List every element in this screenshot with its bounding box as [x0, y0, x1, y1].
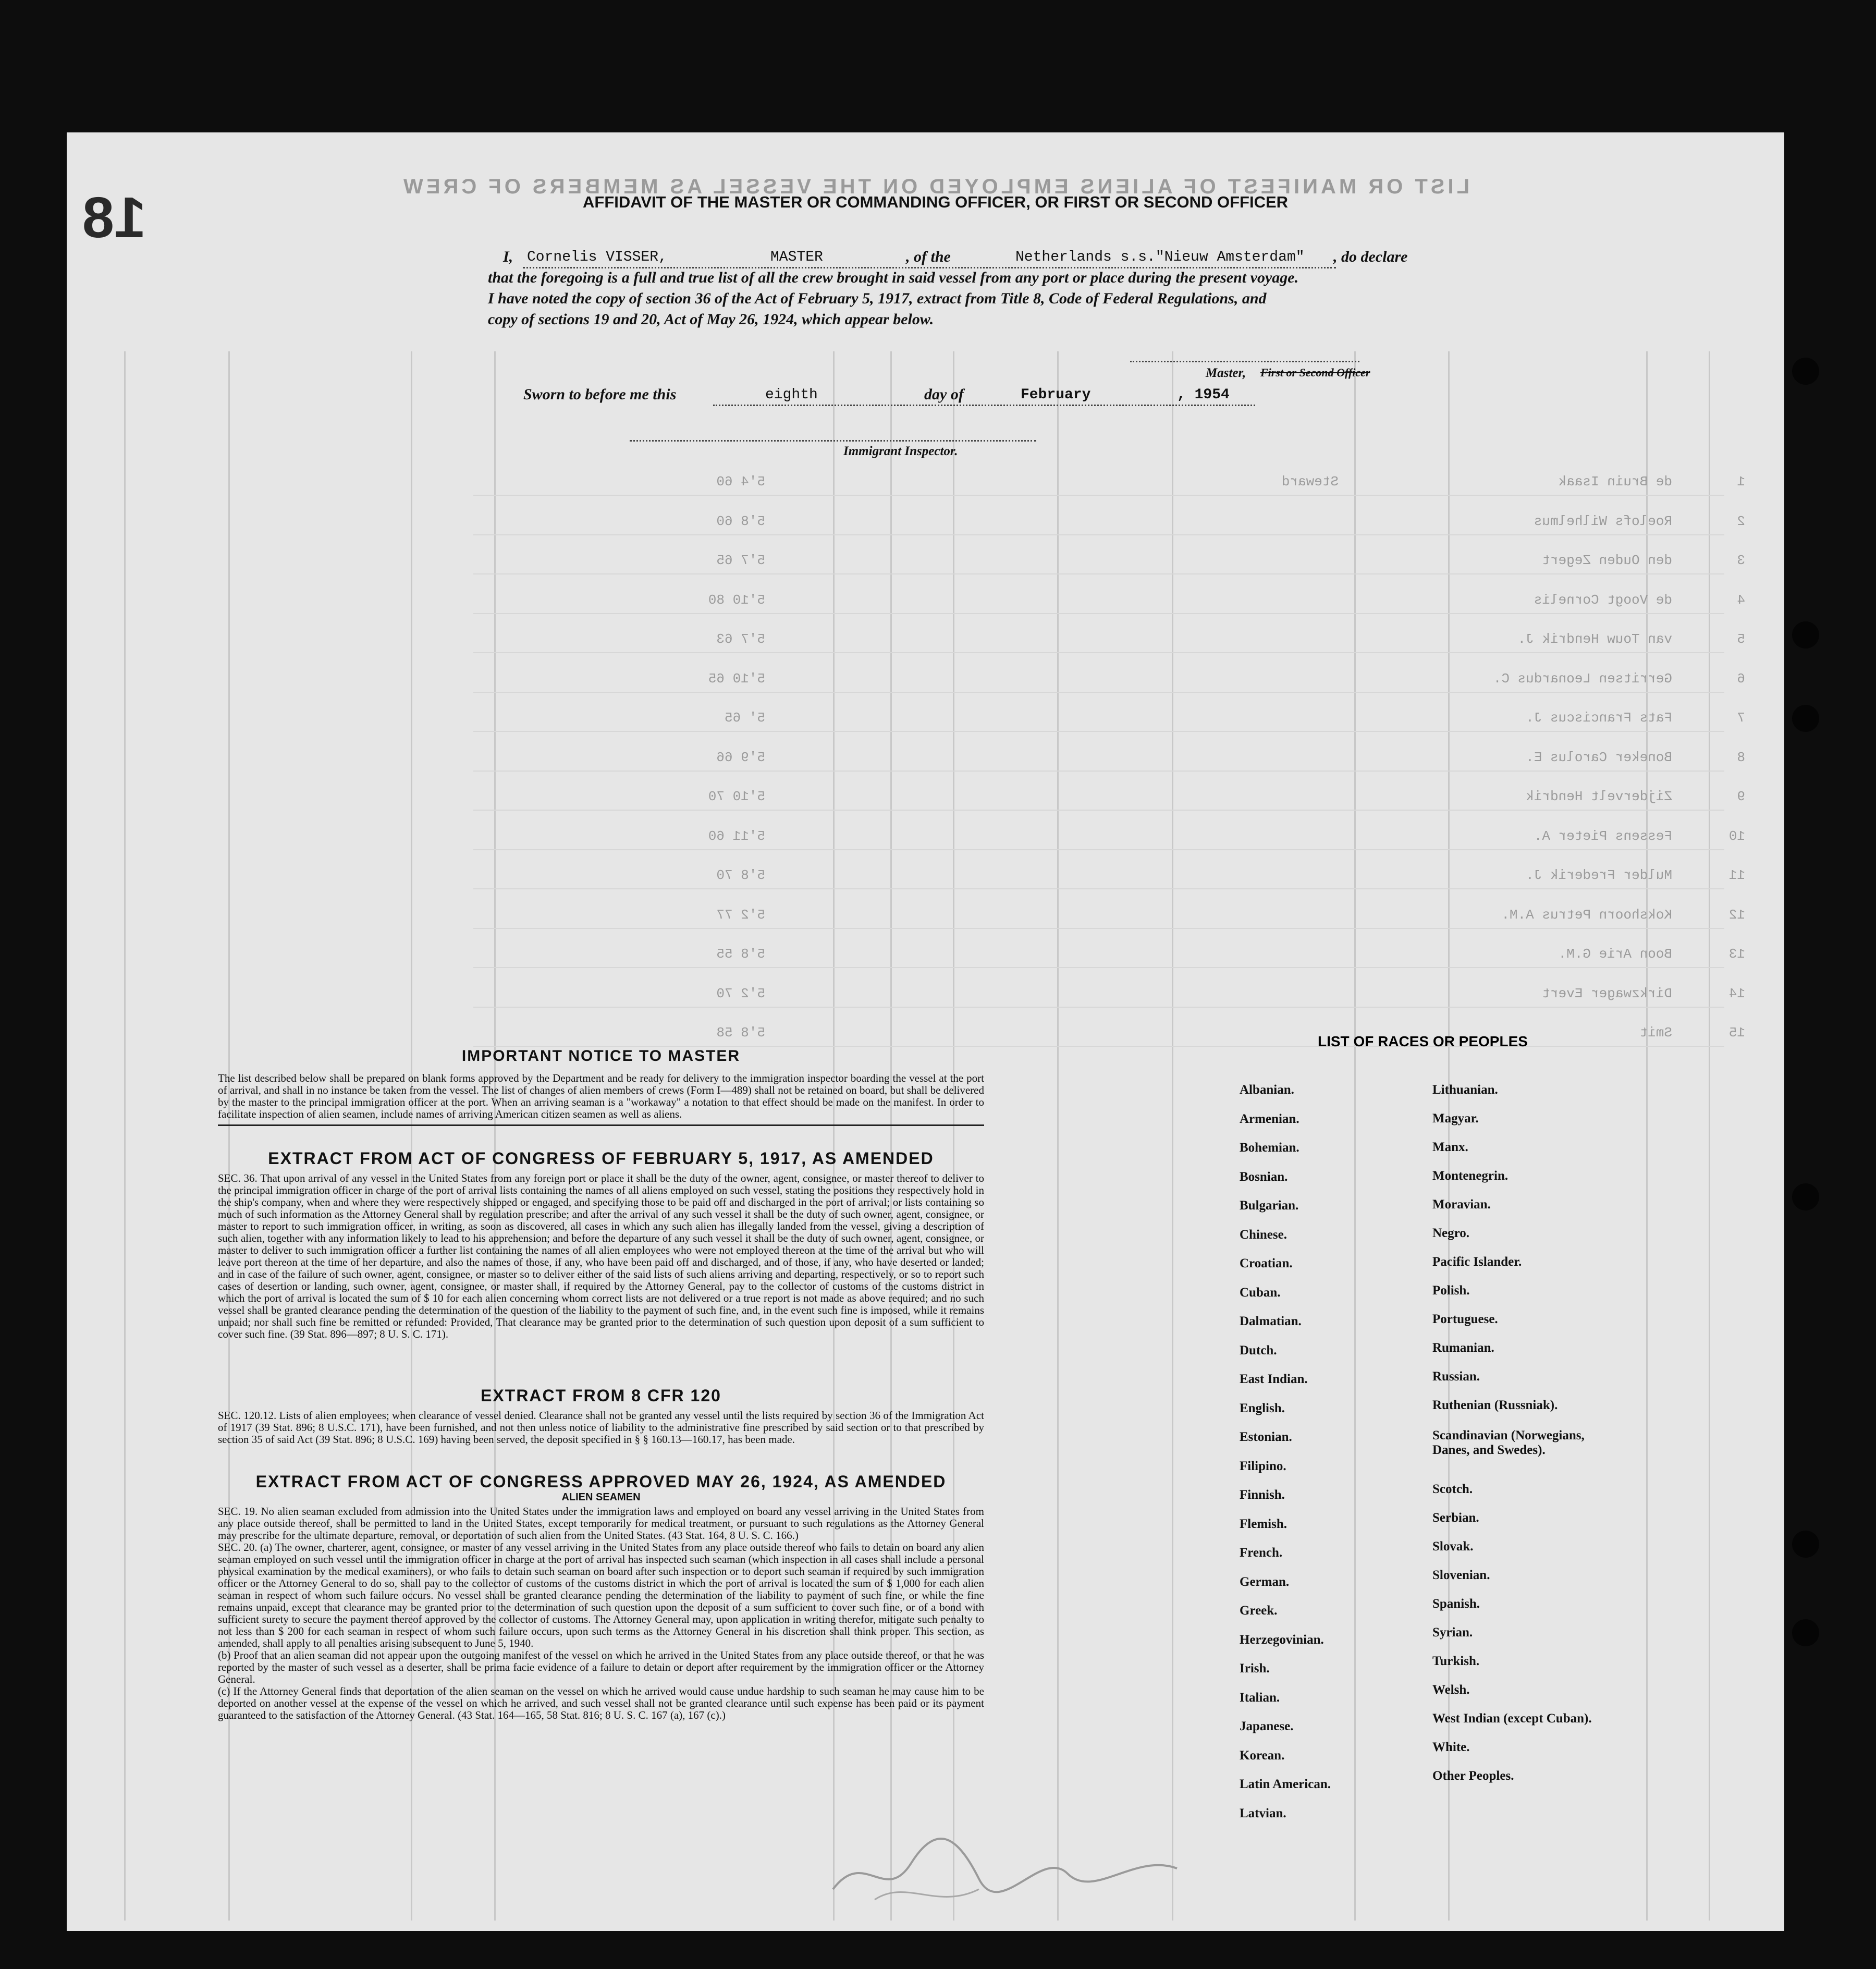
crew-row-height: 5'2 77 [716, 907, 765, 923]
crew-row-rule [473, 1007, 1724, 1008]
inspector-signature-line [630, 440, 1036, 442]
crew-row-rule [473, 771, 1724, 772]
crew-row-number: 9 [1737, 789, 1745, 804]
master-caption: Master, [1206, 366, 1246, 380]
crew-row-rule [473, 888, 1724, 889]
crew-row-rule [473, 967, 1724, 968]
race-item: Slovak. [1432, 1539, 1474, 1554]
crew-row-height: 5'2 70 [716, 985, 765, 1001]
crew-row-number: 11 [1728, 867, 1745, 883]
crew-row-name: Fats Franciscus J. [1526, 710, 1672, 726]
race-item: Scotch. [1432, 1482, 1473, 1496]
column-rule [1354, 351, 1356, 1921]
signature-mark [823, 1816, 1187, 1921]
crew-row-rule [473, 692, 1724, 693]
races-title: LIST OF RACES OR PEOPLES [1318, 1033, 1528, 1049]
crew-row-height: 5'10 65 [708, 670, 765, 687]
affidavit-line-3: I have noted the copy of section 36 of the Act of February 5, 1917, extract from Title 8, Code of Federal Regulations, and [488, 290, 1267, 307]
crew-row-height: 5'8 55 [716, 946, 765, 962]
column-rule [124, 351, 126, 1921]
important-notice [218, 1047, 984, 1126]
notice-body: The list described below shall be prepared on blank forms approved by the Department and be ready for delivery to the immigration inspector boarding the vessel at the port of arrival, and shall in no instance be taken from the vessel. The list of changes of alien members of crews (Form I—489) shall not be retained on board, but shall be delivered by the master to the principal immigration officer at the port. When an arriving seaman is a "workaway" a notation to that effect should be made on the manifest. In order to facilitate inspection of alien seamen, include names of arriving American citizen seamen as well as aliens. [218, 1072, 984, 1120]
race-item: Danes, and Swedes). [1432, 1443, 1546, 1457]
race-item: Latvian. [1240, 1806, 1286, 1820]
sec20b-body: (b) Proof that an alien seaman did not appear upon the outgoing manifest of the vessel on which he arrived in the United States from any place outside thereof, or that he was reported by the master of such vessel as a deserter, shall be prima facie evidence of a failure to detain or deport after requirement by the immigration officer or the Attorney General. [218, 1649, 984, 1685]
race-item: Spanish. [1432, 1597, 1480, 1611]
column-rule [1709, 351, 1710, 1921]
vessel-name: Netherlands s.s."Nieuw Amsterdam" [1015, 249, 1305, 265]
race-item: Bohemian. [1240, 1141, 1299, 1155]
race-item: Herzegovinian. [1240, 1632, 1324, 1647]
extract-cfr [218, 1386, 984, 1446]
affidavit-of-the: , of the [906, 248, 951, 265]
divider [218, 1124, 984, 1126]
crew-row-name: den Ouden Zegert [1542, 553, 1672, 568]
extract-1924-subtitle: ALIEN SEAMEN [561, 1491, 641, 1503]
race-item: Greek. [1240, 1604, 1278, 1618]
race-item: Other Peoples. [1432, 1769, 1514, 1783]
officer-struck-caption: First or Second Officer [1260, 366, 1370, 379]
crew-row-number: 2 [1737, 513, 1745, 529]
affidavit-line-4: copy of sections 19 and 20, Act of May 26, 1924, which appear below. [488, 311, 934, 328]
master-signature-line [1130, 361, 1359, 362]
race-item: Negro. [1432, 1226, 1470, 1240]
crew-row-height: 5'4 60 [716, 474, 765, 490]
crew-row-height: 5' 65 [724, 710, 765, 726]
extract-1924 [218, 1472, 984, 1721]
extract-cfr-title: EXTRACT FROM 8 CFR 120 [481, 1386, 721, 1405]
race-item: Cuban. [1240, 1285, 1281, 1300]
crew-row-name: Mulder Frederik J. [1526, 867, 1672, 883]
crew-row-rule [473, 1046, 1724, 1047]
master-rank: MASTER [770, 249, 823, 265]
race-item: English. [1240, 1401, 1285, 1415]
race-item: Ruthenian (Russniak). [1432, 1398, 1558, 1412]
crew-row-name: Gerritsen Leonardus C. [1493, 670, 1672, 687]
affidavit-line-1 [523, 267, 1336, 268]
crew-row-rating: Steward [1281, 474, 1339, 490]
race-item: French. [1240, 1546, 1283, 1560]
race-item: Korean. [1240, 1748, 1285, 1763]
crew-row-name: Boon Arie G.M. [1558, 946, 1672, 962]
binder-hole [1792, 1619, 1819, 1646]
extract-1917 [218, 1149, 984, 1340]
race-item: Estonian. [1240, 1430, 1292, 1444]
crew-row-number: 8 [1737, 749, 1745, 765]
crew-row-rule [473, 495, 1724, 496]
crew-row-number: 5 [1737, 631, 1745, 647]
sworn-line [713, 405, 1255, 406]
crew-row-rule [473, 810, 1724, 811]
crew-row-name: Dirkzwager Evert [1542, 985, 1672, 1001]
race-item: Bulgarian. [1240, 1198, 1299, 1213]
race-item: Irish. [1240, 1661, 1270, 1676]
race-item: Dutch. [1240, 1343, 1277, 1357]
race-item: Magyar. [1432, 1111, 1479, 1126]
crew-row-number: 14 [1728, 985, 1745, 1001]
crew-row-height: 5'8 60 [716, 513, 765, 529]
day-of-label: day of [924, 386, 964, 403]
crew-row-number: 4 [1737, 592, 1745, 608]
manifest-page [67, 132, 1784, 1931]
race-item: Serbian. [1432, 1511, 1479, 1525]
binder-hole [1792, 358, 1819, 385]
crew-row-height: 5'8 58 [716, 1025, 765, 1041]
race-item: Croatian. [1240, 1256, 1293, 1270]
affidavit-declare: , do declare [1333, 248, 1408, 265]
binder-hole [1792, 1531, 1819, 1558]
race-item: Latin American. [1240, 1777, 1331, 1791]
binder-hole [1792, 621, 1819, 649]
sworn-year: , 1954 [1177, 387, 1230, 403]
race-item: Manx. [1432, 1140, 1468, 1154]
race-item: Bosnian. [1240, 1169, 1288, 1184]
crew-row-rule [473, 731, 1724, 732]
race-item: Scandinavian (Norwegians, [1432, 1428, 1585, 1442]
race-item: Moravian. [1432, 1197, 1491, 1212]
race-item: Finnish. [1240, 1488, 1285, 1502]
race-item: West Indian (except Cuban). [1432, 1711, 1592, 1726]
crew-row-height: 5'10 70 [708, 789, 765, 804]
sec20c-body: (c) If the Attorney General finds that deportation of the alien seaman on the vessel on which he arrived would cause undue hardship to such seaman he may cause him to be deported on another vessel at the expense of the vessel on which he arrived, and such vessel shall not be granted clearance until such expense has been paid or its payment guaranteed to the satisfaction of the Attorney General. (43 Stat. 164—165, 58 Stat. 816; 8 U. S. C. 167 (a), 167 (c).) [218, 1685, 984, 1721]
race-item: Chinese. [1240, 1227, 1287, 1242]
race-item: Montenegrin. [1432, 1169, 1509, 1183]
binder-hole [1792, 1183, 1819, 1210]
crew-row-height: 5'8 70 [716, 867, 765, 883]
crew-row-height: 5'7 63 [716, 631, 765, 647]
race-item: Slovenian. [1432, 1568, 1490, 1582]
crew-row-number: 15 [1728, 1025, 1745, 1041]
extract-cfr-body: SEC. 120.12. Lists of alien employees; when clearance of vessel denied. Clearance shall not be granted any vessel until the lists required by section 36 of the Immigration Act of 1917 (39 Stat. 896; 8 U.S.C. 171), have been furnished, and not then unless notice of liability to the administrative fine prescribed by said section or to that prescribed by section 35 of said Act (39 Stat. 896; 8 U.S.C. 169) having been served, the deposit specified in § § 160.13—160.17, has been made. [218, 1409, 984, 1446]
race-item: German. [1240, 1574, 1290, 1589]
extract-1917-title: EXTRACT FROM ACT OF CONGRESS OF FEBRUARY 5, 1917, AS AMENDED [268, 1149, 934, 1168]
affidavit-line-2: that the foregoing is a full and true list of all the crew brought in said vessel from any port or place during the present voyage. [488, 269, 1299, 286]
race-item: Russian. [1432, 1369, 1480, 1384]
crew-row-rule [473, 534, 1724, 535]
crew-row-rule [473, 573, 1724, 574]
race-item: East Indian. [1240, 1372, 1308, 1386]
crew-row-number: 1 [1737, 474, 1745, 490]
race-item: Italian. [1240, 1690, 1280, 1705]
page-number-stamp: 18 [82, 186, 146, 250]
crew-row-height: 5'10 80 [708, 592, 765, 608]
crew-row-number: 3 [1737, 553, 1745, 568]
mirrored-manifest-title: LIST OR MANIFEST OF ALIENS EMPLOYED ON THE VESSEL AS MEMBERS OF CREW [400, 175, 1470, 198]
crew-row-rule [473, 849, 1724, 850]
crew-row-height: 5'11 60 [708, 828, 765, 844]
race-item: Lithuanian. [1432, 1083, 1498, 1097]
race-item: Dalmatian. [1240, 1314, 1302, 1328]
race-item: Polish. [1432, 1283, 1470, 1298]
crew-row-number: 13 [1728, 946, 1745, 962]
column-rule [1057, 351, 1059, 1921]
extract-1924-title: EXTRACT FROM ACT OF CONGRESS APPROVED MAY 26, 1924, AS AMENDED [255, 1472, 947, 1491]
crew-row-number: 12 [1728, 907, 1745, 923]
race-item: Portuguese. [1432, 1312, 1498, 1326]
crew-row-name: Kokshoorn Petrus A.M. [1501, 907, 1672, 923]
race-item: White. [1432, 1740, 1470, 1754]
race-item: Flemish. [1240, 1517, 1287, 1531]
crew-row-name: Boneker Carolus E. [1526, 749, 1672, 765]
race-item: Armenian. [1240, 1111, 1299, 1126]
crew-row-number: 6 [1737, 670, 1745, 687]
race-item: Japanese. [1240, 1719, 1294, 1733]
affidavit-pre: I, [503, 248, 513, 265]
crew-row-rule [473, 613, 1724, 614]
column-rule [1172, 351, 1173, 1921]
sworn-month: February [1021, 387, 1091, 403]
race-item: Welsh. [1432, 1683, 1470, 1697]
crew-row-rule [473, 928, 1724, 929]
crew-row-number: 10 [1728, 828, 1745, 844]
race-item: Turkish. [1432, 1654, 1480, 1668]
binder-hole [1792, 705, 1819, 732]
column-rule [1646, 351, 1648, 1921]
sec19-body: SEC. 19. No alien seaman excluded from admission into the United States under the immigration laws and employed on board any vessel arriving in the United States from any place outside thereof, shall be permitted to land in the United States, except temporarily for medical treatment, or pursuant to such regulations as the Attorney General may prescribe for the ultimate departure, removal, or deportation of such alien from the United States. (43 Stat. 164, 8 U. S. C. 166.) [218, 1505, 984, 1542]
crew-row-name: Smit [1639, 1025, 1672, 1041]
affidavit-title: AFFIDAVIT OF THE MASTER OR COMMANDING OFFICER, OR FIRST OR SECOND OFFICER [583, 193, 1289, 211]
crew-row-height: 5'9 66 [716, 749, 765, 765]
crew-row-name: de Voogt Cornelis [1534, 592, 1672, 608]
race-item: Pacific Islander. [1432, 1255, 1522, 1269]
sworn-label: Sworn to before me this [523, 386, 677, 403]
crew-row-name: van Touw Hendrik J. [1517, 631, 1672, 647]
notice-title: IMPORTANT NOTICE TO MASTER [461, 1047, 741, 1065]
crew-row-name: Zijdervelt Hendrik [1526, 789, 1672, 804]
extract-1917-body: SEC. 36. That upon arrival of any vessel in the United States from any foreign port or place it shall be the duty of the owner, agent, consignee, or master thereof to deliver to the principal immigration officer in charge of the port of arrival lists containing the names of all aliens employed on such vessel, stating the positions they respectively hold in the ship's company, when and where they were respectively shipped or engaged, and specifying those to be paid off and discharged in the port of arrival; or lists containing so much of such information as the Attorney General shall by regulation prescribe; and after the arrival of any such vessel it shall be the duty of such owner, agent, consignee, or master to report to such immigration officer, in writing, as soon as discovered, all cases in which any such alien has illegally landed from the vessel, giving a description of such alien, together with any information likely to lead to his apprehension; and before the departure of any such vessel it shall be the duty of such owner, agent, consignee, or master to deliver to such immigration officer a further list containing the names of all alien employees who were not employed thereon at the time of the arrival but who will leave port thereon at the time of her departure, and also the names of those, if any, who have been paid off and discharged, and of those, if any, who have deserted or landed; and in case of the failure of such owner, agent, consignee, or master so to deliver either of the said lists of such aliens arriving and departing, respectively, or so to report such cases of desertion or landing, such owner, agent, consignee, or master shall, if required by the Attorney General, pay to the collector of customs of the customs district in which the port of arrival is located the sum of $ 10 for each alien concerning whom correct lists are not delivered or a true report is not made as above required; and no such vessel shall be granted clearance pending the determination of the question of the liability to the payment of such fine, and, in the event such fine is imposed, while it remains unpaid; nor shall such fine be remitted or refunded: Provided, That clearance may be granted prior to the determination of such question upon deposit of a sum sufficient to cover such fine. (39 Stat. 896—897; 8 U. S. C. 171). [218, 1172, 984, 1340]
crew-row-height: 5'7 65 [716, 553, 765, 568]
master-name: Cornelis VISSER, [527, 249, 667, 265]
crew-row-name: Roelofs Wilhelmus [1534, 513, 1672, 529]
sec20-body: SEC. 20. (a) The owner, charterer, agent, consignee, or master of any vessel arriving in the United States from any place outside thereof who fails to detain on board any alien seaman employed on such vessel until the immigration officer in charge at the port of arrival has inspected such seaman (which inspection in all cases shall include a personal physical examination by the medical examiners), or who fails to detain such seaman on board after such inspection or to deport such seaman if required by such immigration officer or the Attorney General to do so, shall pay to the collector of customs of the customs district in which the port of arrival is located the sum of $ 1,000 for each alien seaman in respect of whom such failure occurs. No vessel shall be granted clearance pending the determination of the liability to payment of such fine, or while the fine remains unpaid, except that clearance may be granted prior to the determination of such question upon the deposit of a sum sufficient to cover such fine, or of a bond with sufficient surety to secure the payment thereof approved by the collector of customs. The Attorney General may, upon application in writing therefor, mitigate such penalty to not less than $ 200 for each seaman in respect of whom such failure occurs, upon such terms as the Attorney General in his discretion shall think proper. This section, as amended, shall apply to all penalties arising subsequent to June 5, 1940. [218, 1541, 984, 1649]
race-item: Albanian. [1240, 1083, 1294, 1097]
crew-row-rule [473, 652, 1724, 653]
crew-row-name: de Bruin Isaak [1558, 474, 1672, 490]
crew-row-number: 7 [1737, 710, 1745, 726]
crew-row-name: Fessens Pieter A. [1534, 828, 1672, 844]
race-item: Syrian. [1432, 1625, 1473, 1640]
race-item: Rumanian. [1432, 1341, 1494, 1355]
sworn-day: eighth [765, 387, 818, 403]
race-item: Filipino. [1240, 1459, 1286, 1473]
inspector-caption: Immigrant Inspector. [843, 444, 958, 458]
